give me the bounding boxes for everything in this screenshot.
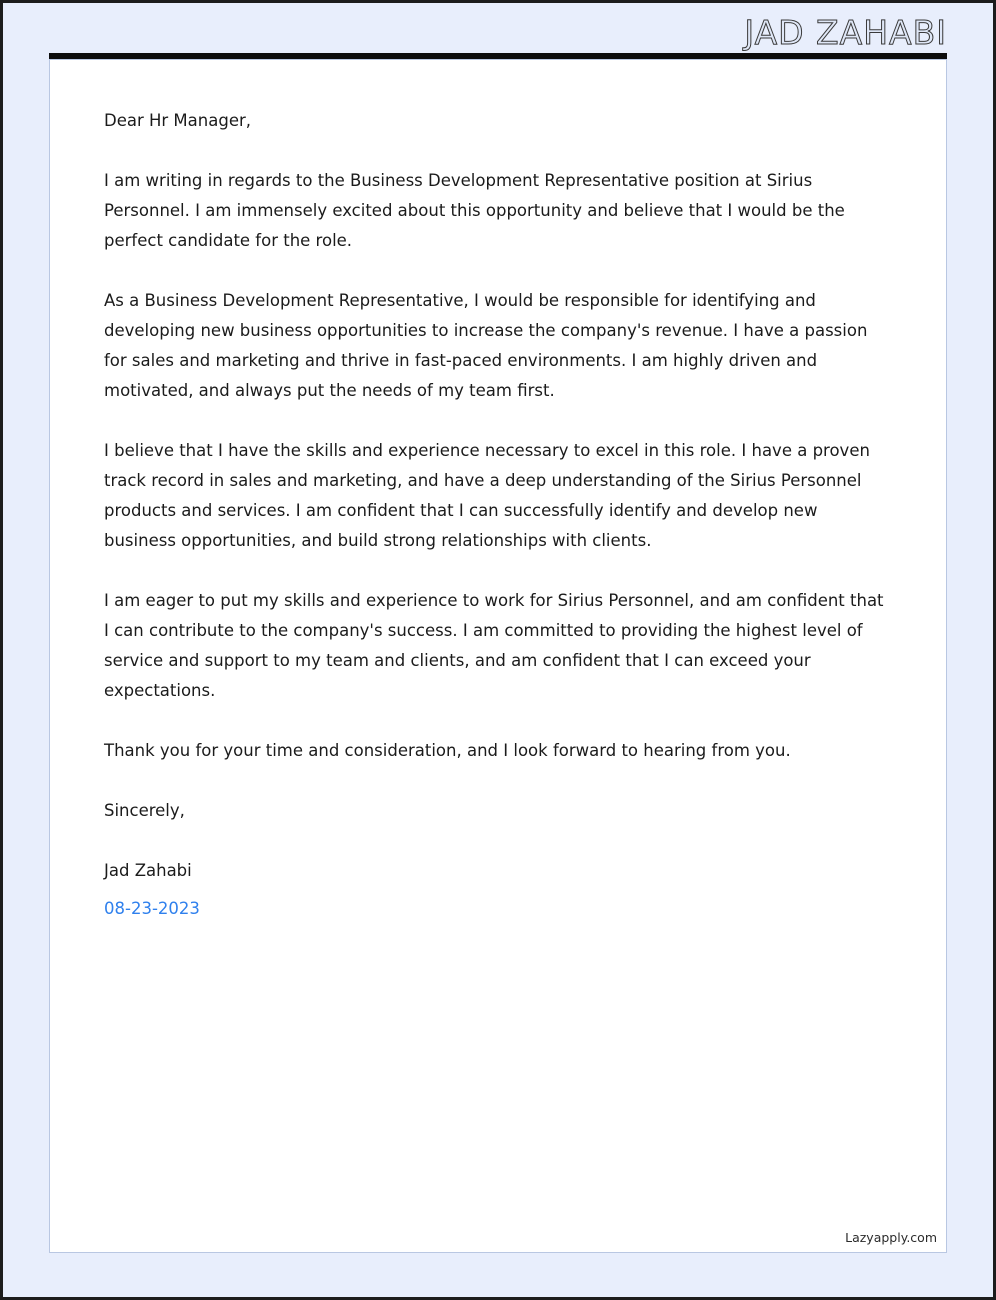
paragraph-5: Thank you for your time and consideration, and I look forward to hearing from you. [104, 741, 791, 760]
closing: Sincerely, [104, 801, 185, 820]
letterhead [3, 3, 993, 53]
signature-name: Jad Zahabi [104, 861, 192, 880]
cover-letter-body [49, 59, 947, 1253]
applicant-name-heading: JAD ZAHABI [744, 13, 947, 52]
salutation: Dear Hr Manager, [104, 111, 252, 130]
paragraph-3: I believe that I have the skills and experience necessary to excel in this role. I have a proven track record in sales and marketing, and have a deep understanding of the Sirius Personnel products and services. I am confident that I can successfully identify and develop new business opportunities, and build strong relationships with clients. [104, 441, 870, 550]
watermark-label: Lazyapply.com [845, 1230, 937, 1245]
paragraph-1: I am writing in regards to the Business Development Representative position at Sirius Personnel. I am immensely excited about this opportunity and believe that I would be the perfect candidate for the role. [104, 171, 845, 250]
letter-date: 08-23-2023 [104, 899, 200, 918]
letter-text [104, 106, 892, 924]
paragraph-4: I am eager to put my skills and experience to work for Sirius Personnel, and am confident that I can contribute to the company's success. I am committed to providing the highest level of service and support to my team and clients, and am confident that I can exceed your expectations. [104, 591, 884, 700]
paragraph-2: As a Business Development Representative, I would be responsible for identifying and developing new business opportunities to increase the company's revenue. I have a passion for sales and marketing and thrive in fast-paced environments. I am highly driven and motivated, and always put the needs of my team first. [104, 291, 868, 400]
